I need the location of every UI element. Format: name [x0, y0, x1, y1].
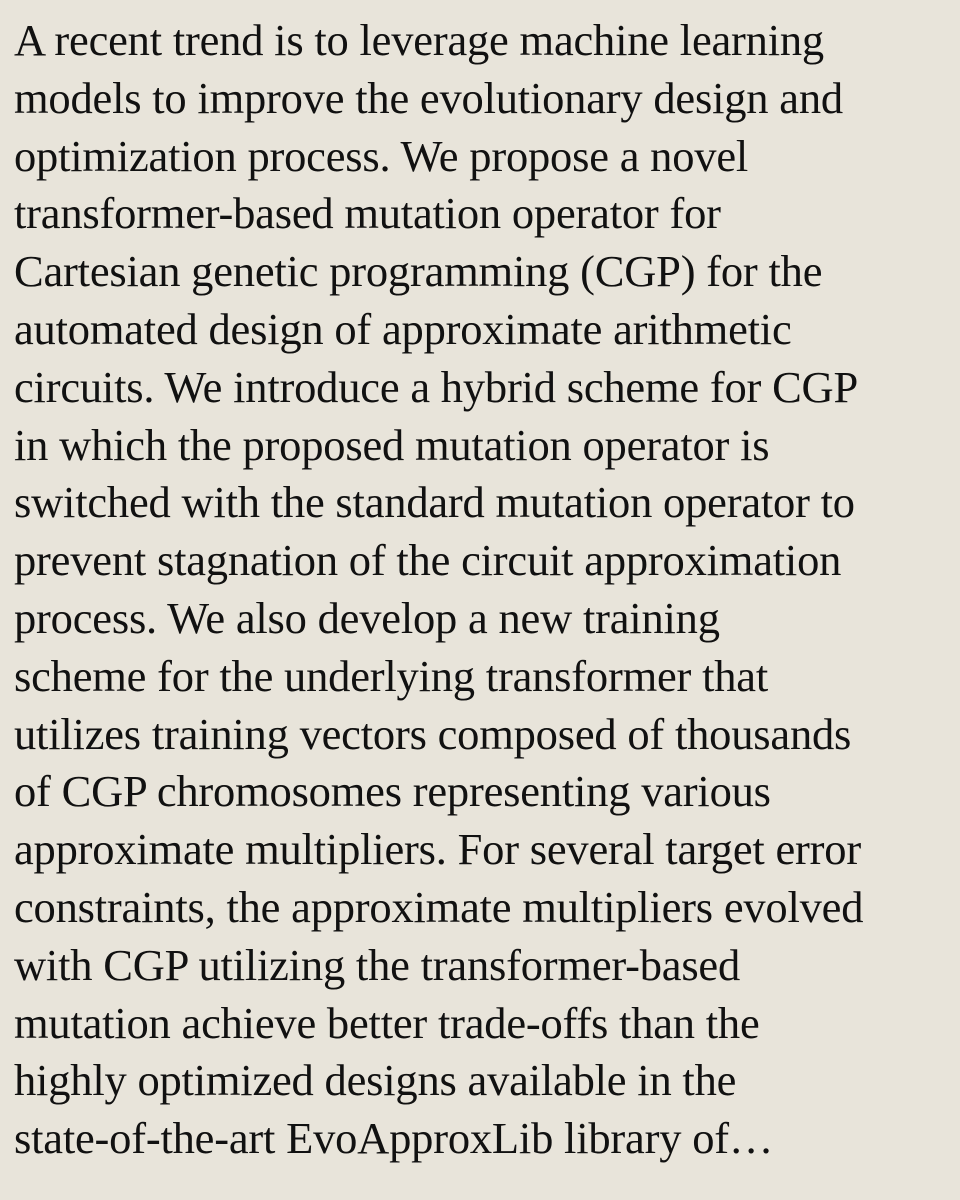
text-line: with CGP utilizing the transformer-based [14, 939, 741, 990]
text-line: mutation achieve better trade-offs than the [14, 997, 760, 1048]
text-line: scheme for the underlying transformer that [14, 650, 769, 701]
text-line: optimization process. We propose a novel [14, 130, 749, 181]
text-line: prevent stagnation of the circuit approximation [14, 535, 842, 586]
text-line: utilizes training vectors composed of thousands [14, 708, 852, 759]
text-line: state-of-the-art EvoApproxLib library of… [14, 1113, 774, 1164]
text-line: constraints, the approximate multipliers evolved [14, 881, 864, 932]
abstract-text [14, 12, 954, 1168]
text-line: process. We also develop a new training [14, 592, 720, 643]
text-line: switched with the standard mutation operator to [14, 477, 855, 528]
text-line: approximate multipliers. For several target error [14, 824, 861, 875]
text-line: Cartesian genetic programming (CGP) for the [14, 246, 823, 297]
text-line: A recent trend is to leverage machine learning [14, 15, 824, 65]
text-line: highly optimized designs available in the [14, 1055, 737, 1106]
text-line: of CGP chromosomes representing various [14, 766, 771, 817]
text-line: circuits. We introduce a hybrid scheme for CGP [14, 361, 859, 412]
text-line: in which the proposed mutation operator is [14, 419, 770, 470]
text-line: automated design of approximate arithmetic [14, 303, 792, 354]
text-line: transformer-based mutation operator for [14, 188, 721, 239]
text-line: models to improve the evolutionary design and [14, 72, 843, 123]
